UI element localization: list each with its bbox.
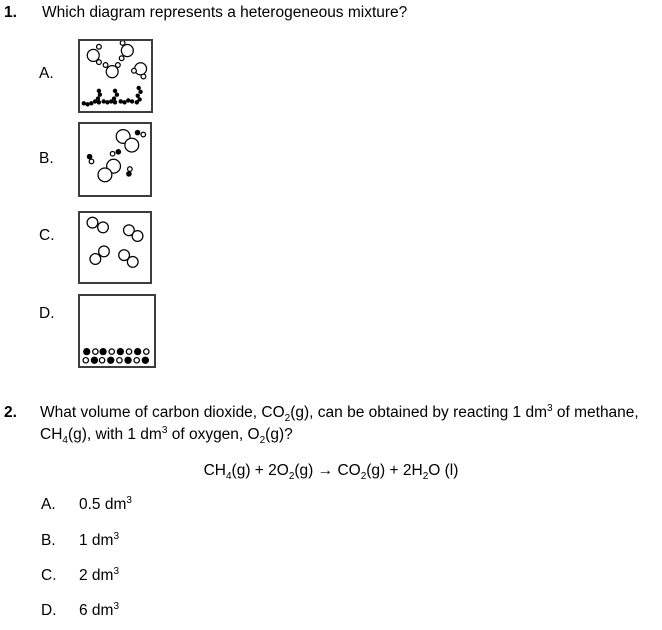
q2-option-b-label: B. [41, 532, 56, 549]
q2-option-d-label: D. [41, 602, 57, 619]
chemical-equation: $CH_4(g) + 2O_2(g) \to CO_2(g) + 2H_2O$ (l) [203, 462, 459, 483]
question-2-text-line1: What volume of carbon dioxide, $CO_2(g)$, can be obtained by reacting 1 $dm^3$ of methane, [40, 402, 639, 425]
q2-option-c-label: C. [41, 567, 57, 584]
q2-option-c-value: 2 $dm^3$ [79, 565, 120, 584]
q1-option-d-diagram [78, 294, 156, 368]
question-1-number: 1. [4, 4, 17, 21]
diagram-d-particles [80, 296, 154, 366]
question-2-number: 2. [4, 404, 17, 421]
q2-option-a-value: 0.5 $dm^3$ [79, 494, 132, 513]
q1-option-d-label: D. [39, 305, 55, 322]
question-2-text-line2: $CH_4(g)$, with 1 $dm^3$ of oxygen, $O_2(g)$? [40, 424, 293, 447]
q2-option-d-value: 6 $dm^3$ [79, 600, 120, 619]
q1-option-a-label: A. [39, 65, 54, 82]
q2-option-b-value: 1 $dm^3$ [79, 530, 120, 549]
q1-option-a-diagram [78, 39, 153, 113]
diagram-b-particles [80, 124, 150, 195]
q1-option-b-diagram [78, 122, 152, 197]
diagram-a-particles [80, 41, 151, 111]
q2-option-a-label: A. [41, 496, 56, 513]
q1-option-c-diagram [78, 211, 152, 284]
diagram-c-particles [80, 213, 150, 282]
question-1-text: Which diagram represents a heterogeneous mixture? [42, 4, 408, 21]
q1-option-c-label: C. [39, 227, 55, 244]
q1-option-b-label: B. [39, 150, 54, 167]
